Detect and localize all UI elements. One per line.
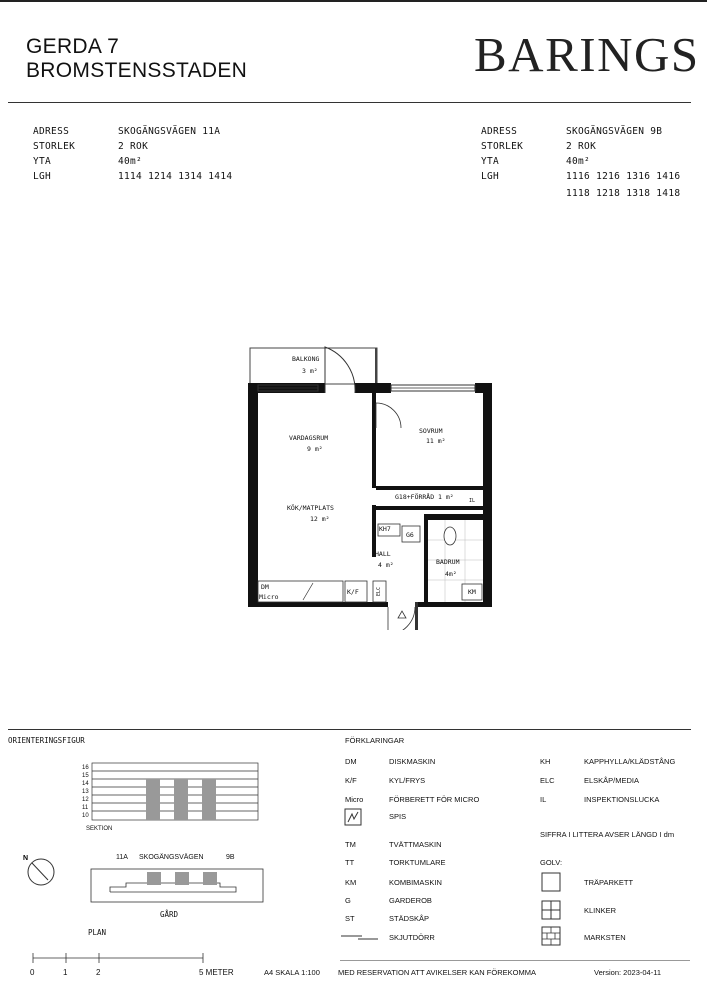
- floor-parquet: TRÄPARKETT: [584, 878, 634, 887]
- legend-text: STÄDSKÅP: [389, 914, 430, 923]
- dm-label: DM: [261, 583, 269, 591]
- parquet-icon: [541, 872, 561, 892]
- scale-label-1: 1: [63, 968, 68, 977]
- forrad-label: G18+FÖRRÅD 1 m²: [395, 493, 454, 501]
- tile-icon: [541, 900, 561, 920]
- legend-code: IL: [540, 795, 547, 804]
- info-right: [481, 124, 691, 214]
- orientation-title: ORIENTERINGSFIGUR: [8, 736, 85, 745]
- svg-text:16: 16: [82, 765, 89, 771]
- info-label: YTA: [33, 156, 52, 167]
- legend-text: TVÄTTMASKIN: [389, 840, 442, 849]
- scale-label-0: 0: [30, 968, 35, 977]
- info-value: 1118 1218 1318 1418: [566, 188, 681, 199]
- kok-area: 12 m²: [310, 515, 330, 523]
- balkong-area: 3 m²: [302, 367, 318, 375]
- legend-text: INSPEKTIONSLUCKA: [584, 795, 660, 804]
- legend-title: FÖRKLARINGAR: [345, 736, 405, 745]
- project-title-line2: BROMSTENSSTADEN: [26, 59, 248, 82]
- badrum-label: BADRUM: [436, 558, 460, 566]
- wall-right: [483, 383, 492, 606]
- legend-code: ST: [345, 914, 355, 923]
- kh7-label: KH7: [379, 525, 391, 533]
- info-value: 40m²: [118, 156, 143, 167]
- balkong-label: BALKONG: [292, 355, 320, 363]
- legend-code: K/F: [345, 776, 357, 785]
- svg-text:10: 10: [82, 813, 89, 819]
- legend-text: KAPPHYLLA/KLÄDSTÅNG: [584, 757, 676, 766]
- plan-figure: [90, 868, 265, 904]
- legend-text: SKJUTDÖRR: [389, 933, 435, 942]
- info-value: 1114 1214 1314 1414: [118, 171, 233, 182]
- svg-text:15: 15: [82, 773, 89, 779]
- info-value: SKOGÄNGSVÄGEN 11A: [118, 126, 221, 137]
- scale-text: A4 SKALA 1:100: [264, 968, 320, 977]
- legend-text: FÖRBERETT FÖR MICRO: [389, 795, 480, 804]
- barings-logo: BARINGS: [474, 27, 700, 82]
- wall-bottom-right: [415, 602, 492, 607]
- bottom-divider: [8, 729, 691, 730]
- info-value: 2 ROK: [566, 141, 597, 152]
- legend-text: KOMBIMASKIN: [389, 878, 442, 887]
- sliding-door-icon: [340, 932, 380, 942]
- legend-code: TT: [345, 858, 355, 867]
- vardagsrum-area: 9 m²: [307, 445, 323, 453]
- info-label: YTA: [481, 156, 500, 167]
- header-divider: [8, 102, 691, 103]
- legend-code: KM: [345, 878, 357, 887]
- sovrum-area: 11 m²: [426, 437, 446, 445]
- km-label: KM: [468, 588, 476, 596]
- legend-code: KH: [540, 757, 551, 766]
- plan-9b: 9B: [226, 854, 235, 861]
- hall-label: HALL: [375, 550, 391, 558]
- vardagsrum-label: VARDAGSRUM: [289, 434, 329, 442]
- legend-text: TORKTUMLARE: [389, 858, 446, 867]
- north-arrow-icon: [20, 852, 60, 888]
- wall-top-mid: [355, 383, 391, 393]
- hall-area: 4 m²: [378, 561, 394, 569]
- svg-text:N: N: [23, 855, 29, 862]
- footer-line: [340, 960, 690, 961]
- legend-code: G: [345, 896, 351, 905]
- gard-label: GÅRD: [160, 910, 179, 919]
- floor-stone: MARKSTEN: [584, 933, 626, 942]
- elc-label: ELC: [376, 586, 382, 596]
- sovrum-label: SOVRUM: [419, 427, 443, 435]
- info-label: ADRESS: [481, 126, 518, 137]
- legend-code: TM: [345, 840, 356, 849]
- badrum-area: 4m²: [445, 570, 457, 578]
- svg-text:11: 11: [82, 805, 89, 811]
- info-left: [33, 124, 293, 204]
- spis-icon: [344, 808, 362, 826]
- floor-plan: [240, 340, 500, 630]
- siffra-note: SIFFRA I LITTERA AVSER LÄNGD I dm: [540, 830, 675, 839]
- legend-text: GARDEROB: [389, 896, 432, 905]
- svg-text:12: 12: [82, 797, 89, 803]
- legend-code: Micro: [345, 795, 364, 804]
- wall-bottom-left: [248, 602, 388, 607]
- info-value: SKOGÄNGSVÄGEN 9B: [566, 126, 663, 137]
- il-label: IL: [469, 498, 476, 504]
- plan-street: SKOGÄNGSVÄGEN: [139, 854, 204, 861]
- info-label: STORLEK: [33, 141, 76, 152]
- legend-text: DISKMASKIN: [389, 757, 436, 766]
- balcony-outline: [250, 348, 377, 384]
- g6-label: G6: [406, 531, 414, 539]
- info-label: STORLEK: [481, 141, 524, 152]
- legend-text: ELSKÅP/MEDIA: [584, 776, 640, 785]
- floor-tile: KLINKER: [584, 906, 617, 915]
- plan-label: PLAN: [88, 928, 107, 937]
- golv-label: GOLV:: [540, 858, 563, 867]
- scale-bar: [28, 950, 208, 966]
- kok-label: KÖK/MATPLATS: [287, 504, 334, 512]
- project-title-line1: GERDA 7: [26, 35, 120, 58]
- legend-text: SPIS: [389, 812, 407, 821]
- section-figure: [80, 760, 270, 835]
- micro-label: Micro: [259, 593, 279, 601]
- svg-text:13: 13: [82, 789, 89, 795]
- info-value: 1116 1216 1316 1416: [566, 171, 681, 182]
- version: Version: 2023-04-11: [594, 968, 661, 977]
- legend-code: DM: [345, 757, 357, 766]
- scale-label-5: 5 METER: [199, 968, 234, 977]
- svg-text:14: 14: [82, 781, 89, 787]
- kf-label: K/F: [347, 588, 359, 596]
- wall-left: [248, 383, 258, 606]
- legend-text: KYL/FRYS: [389, 776, 426, 785]
- plan-11a: 11A: [116, 854, 128, 861]
- disclaimer: MED RESERVATION ATT AVIKELSER KAN FÖREKOMMA: [338, 968, 536, 977]
- stone-icon: [541, 926, 561, 946]
- top-border: [0, 0, 707, 2]
- info-label: ADRESS: [33, 126, 70, 137]
- sektion-label: SEKTION: [86, 826, 113, 832]
- info-value: 2 ROK: [118, 141, 149, 152]
- info-value: 40m²: [566, 156, 591, 167]
- info-label: LGH: [33, 171, 52, 182]
- scale-label-2: 2: [96, 968, 101, 977]
- legend-code: ELC: [540, 776, 555, 785]
- info-label: LGH: [481, 171, 500, 182]
